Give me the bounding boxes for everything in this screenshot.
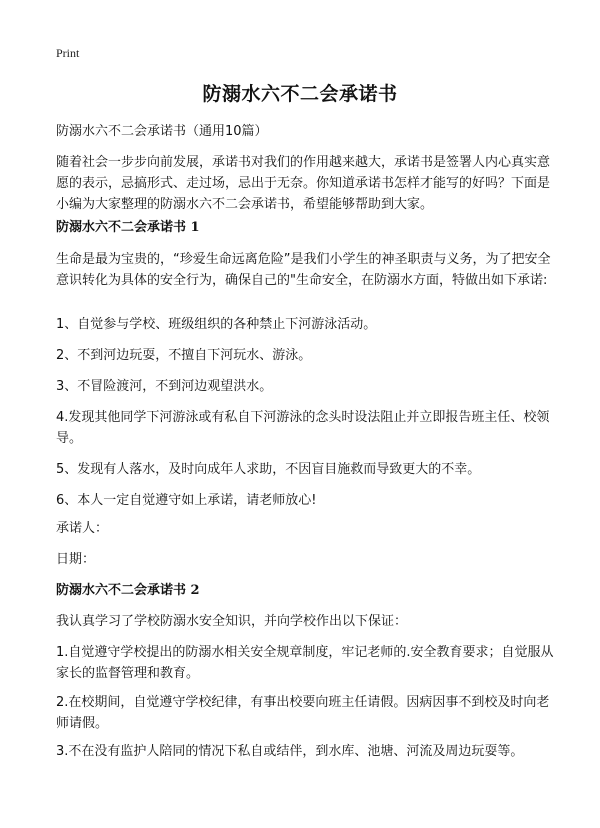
section-2-item-2: 2.在校期间，自觉遵守学校纪律，有事出校要向班主任请假。因病因事不到校及时向老师请假。 <box>56 695 550 731</box>
page-title: 防溺水六不二会承诺书 <box>202 83 398 105</box>
section-1-item-2: 2、不到河边玩耍，不擅自下河玩水、游泳。 <box>56 348 312 363</box>
date-label: 日期： <box>56 552 96 567</box>
section-2-paragraph: 我认真学习了学校防溺水安全知识，并向学校作出以下保证： <box>56 614 408 629</box>
signer-label: 承诺人： <box>56 521 109 536</box>
section-1-heading: 防溺水六不二会承诺书 1 <box>56 220 200 235</box>
section-2-heading: 防溺水六不二会承诺书 2 <box>56 583 200 598</box>
section-2-item-1: 1.自觉遵守学校提出的防溺水相关安全规章制度，牢记老师的.安全教育要求；自觉服从家长的监督管理和教育。 <box>56 645 554 681</box>
section-1-item-5: 5、发现有人落水，及时向成年人求助，不因盲目施救而导致更大的不幸。 <box>56 462 481 477</box>
section-1-item-6: 6、本人一定自觉遵守如上承诺，请老师放心! <box>56 493 317 508</box>
section-1-item-3: 3、不冒险渡河，不到河边观望洪水。 <box>56 379 273 394</box>
section-1-item-4: 4.发现其他同学下河游泳或有私自下河游泳的念头时设法阻止并立即报告班主任、校领导。 <box>56 410 550 446</box>
intro-subtitle: 防溺水六不二会承诺书（通用10篇） <box>56 124 268 139</box>
section-1-paragraph: 生命是最为宝贵的，“珍爱生命远离危险”是我们小学生的神圣职责与义务，为了把安全意识转化为具体的安全行为，确保自己的"生命安全，在防溺水方面，特做出如下承诺: <box>56 252 551 288</box>
print-link[interactable]: Print <box>56 46 80 60</box>
intro-paragraph: 随着社会一步步向前发展，承诺书对我们的作用越来越大，承诺书是签署人内心真实意愿的表示，忌搞形式、走过场，忌出于无奈。你知道承诺书怎样才能写的好吗？下面是小编为大家整理的防溺水六不二会承诺书，希望能够帮助到大家。 <box>56 155 551 212</box>
section-2-item-3: 3.不在没有监护人陪同的情况下私自或结伴，到水库、池塘、河流及周边玩耍等。 <box>56 744 524 759</box>
section-1-item-1: 1、自觉参与学校、班级组织的各种禁止下河游泳活动。 <box>56 317 377 332</box>
